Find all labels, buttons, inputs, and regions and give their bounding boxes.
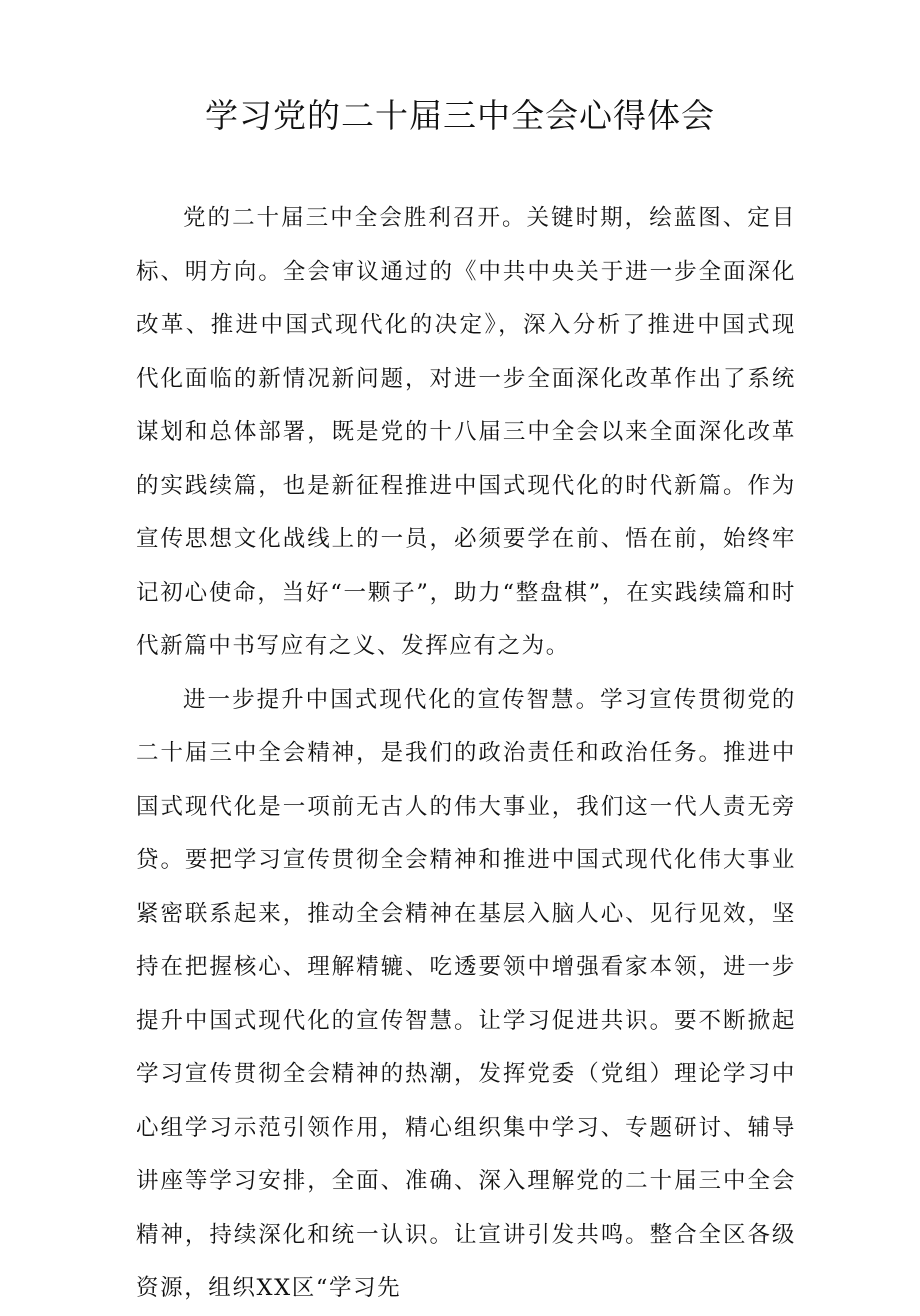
paragraph-1: 党的二十届三中全会胜利召开。关键时期，绘蓝图、定目标、明方向。全会审议通过的《中共中央关于进一步全面深化改革、推进中国式现代化的决定》，深入分析了推进中国式现代化面临的新情况新问题，对进一步全面深化改革作出了系统谋划和总体部署，既是党的十八届三中全会以来全面深化改革的实践续篇，也是新征程推进中国式现代化的时代新篇。作为宣传思想文化战线上的一员，必须要学在前、悟在前，始终牢记初心使命，当好“一颗子”，助力“整盘棋”，在实践续篇和时代新篇中书写应有之义、发挥应有之为。 <box>136 205 796 659</box>
document-body <box>136 192 796 1316</box>
document-title: 学习党的二十届三中全会心得体会 <box>205 96 715 135</box>
paragraph-2: 进一步提升中国式现代化的宣传智慧。学习宣传贯彻党的二十届三中全会精神，是我们的政治责任和政治任务。推进中国式现代化是一项前无古人的伟大事业，我们这一代人责无旁贷。要把学习宣传贯彻全会精神和推进中国式现代化伟大事业紧密联系起来，推动全会精神在基层入脑人心、见行见效，坚持在把握核心、理解精辘、吃透要领中增强看家本领，进一步提升中国式现代化的宣传智慧。让学习促进共识。要不断掀起学习宣传贯彻全会精神的热潮，发挥党委（党组）理论学习中心组学习示范引领作用，精心组织集中学习、专题研讨、辅导讲座等学习安排，全面、准确、深入理解党的二十届三中全会精神，持续深化和统一认识。让宣讲引发共鸣。整合全区各级资源，组织XX区“学习先 <box>136 686 796 1301</box>
